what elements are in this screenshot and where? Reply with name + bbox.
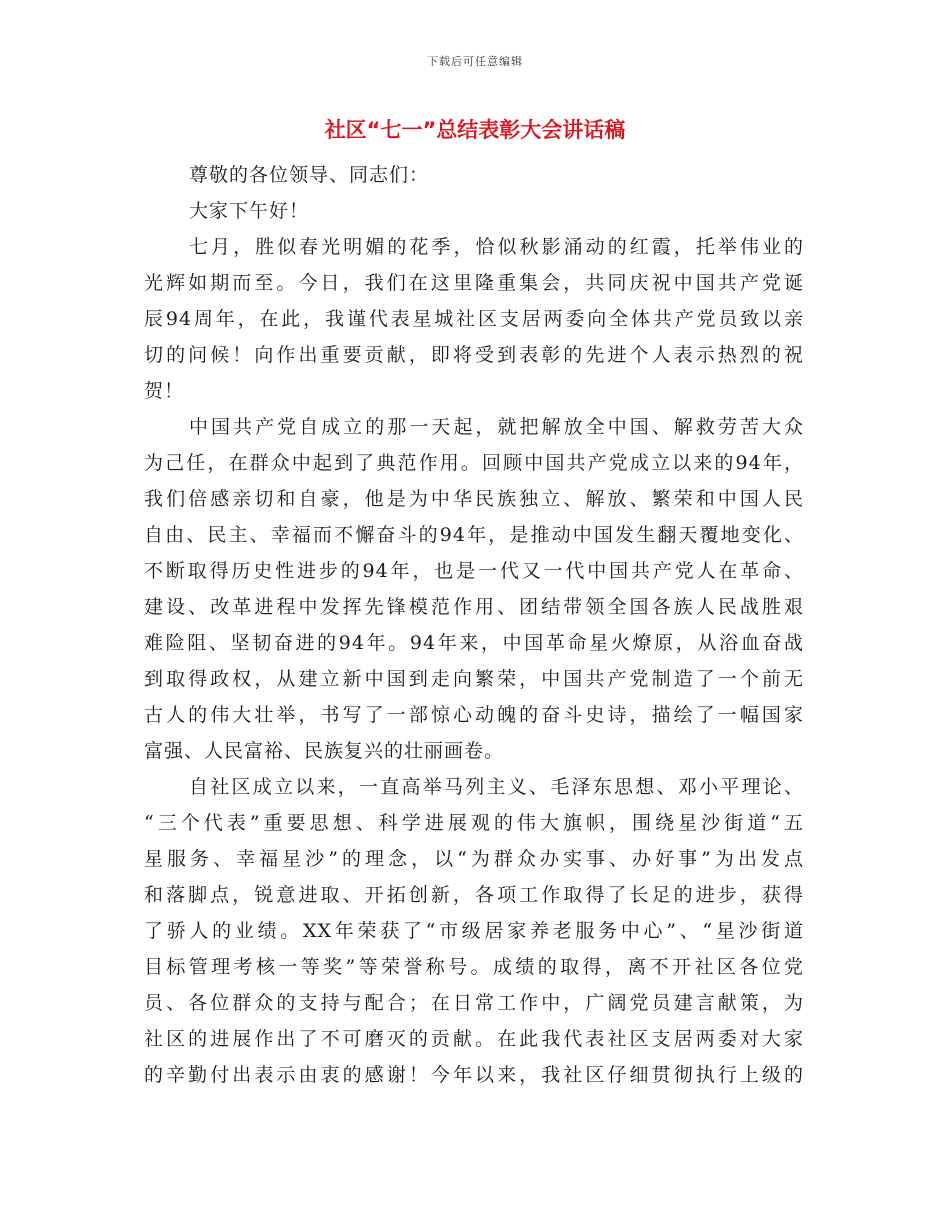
- text-line: 和落脚点，锐意进取、开拓创新，各项工作取得了长足的进步，获得: [144, 884, 804, 906]
- text-line: 社区的进展作出了不可磨灭的贡献。在此我代表社区支居两委对大家: [144, 1028, 804, 1050]
- text-line: “三个代表”重要思想、科学进展观的伟大旗帜，围绕星沙街道“五: [144, 812, 804, 834]
- document-title: 社区“七一”总结表彰大会讲话稿: [324, 118, 626, 142]
- header-note: 下载后可任意编辑: [427, 55, 523, 68]
- text-line: 自由、民主、幸福而不懈奋斗的94年，是推动中国发生翻天覆地变化、: [144, 524, 804, 546]
- document-body: [144, 157, 804, 1093]
- text-line: 建设、改革进程中发挥先锋模范作用、团结带领全国各族人民战胜艰: [144, 596, 804, 618]
- text-line: 尊敬的各位领导、同志们：: [189, 164, 430, 186]
- text-line: 的辛勤付出表示由衷的感谢！今年以来，我社区仔细贯彻执行上级的: [144, 1064, 804, 1086]
- text-line: 大家下午好！: [189, 200, 310, 222]
- text-line: 员、各位群众的支持与配合；在日常工作中，广阔党员建言献策，为: [144, 992, 804, 1014]
- text-line: 我们倍感亲切和自豪，他是为中华民族独立、解放、繁荣和中国人民: [144, 488, 804, 510]
- text-line: 古人的伟大壮举，书写了一部惊心动魄的奋斗史诗，描绘了一幅国家: [144, 704, 804, 726]
- text-line: 光辉如期而至。今日，我们在这里隆重集会，共同庆祝中国共产党诞: [144, 272, 804, 294]
- text-line: 不断取得历史性进步的94年，也是一代又一代中国共产党人在革命、: [144, 560, 804, 582]
- text-line: 到取得政权，从建立新中国到走向繁荣，中国共产党制造了一个前无: [144, 668, 804, 690]
- text-line: 贺！: [144, 380, 185, 402]
- text-line: 切的问候！向作出重要贡献，即将受到表彰的先进个人表示热烈的祝: [144, 344, 804, 366]
- text-line: 中国共产党自成立的那一天起，就把解放全中国、解救劳苦大众: [189, 416, 804, 438]
- text-line: 富强、人民富裕、民族复兴的壮丽画卷。: [144, 740, 505, 762]
- text-line: 辰94周年，在此，我谨代表星城社区支居两委向全体共产党员致以亲: [144, 308, 804, 330]
- text-line: 难险阻、坚韧奋进的94年。94年来，中国革命星火燎原，从浴血奋战: [144, 632, 804, 654]
- text-line: 七月，胜似春光明媚的花季，恰似秋影涌动的红霞，托举伟业的: [189, 236, 804, 258]
- text-line: 自社区成立以来，一直高举马列主义、毛泽东思想、邓小平理论、: [189, 776, 804, 798]
- text-line: 了骄人的业绩。XX年荣获了“市级居家养老服务中心”、“星沙街道: [144, 920, 804, 942]
- text-line: 目标管理考核一等奖”等荣誉称号。成绩的取得，离不开社区各位党: [144, 956, 804, 978]
- text-line: 星服务、幸福星沙”的理念，以“为群众办实事、办好事”为出发点: [144, 848, 804, 870]
- text-line: 为己任，在群众中起到了典范作用。回顾中国共产党成立以来的94年，: [144, 452, 804, 474]
